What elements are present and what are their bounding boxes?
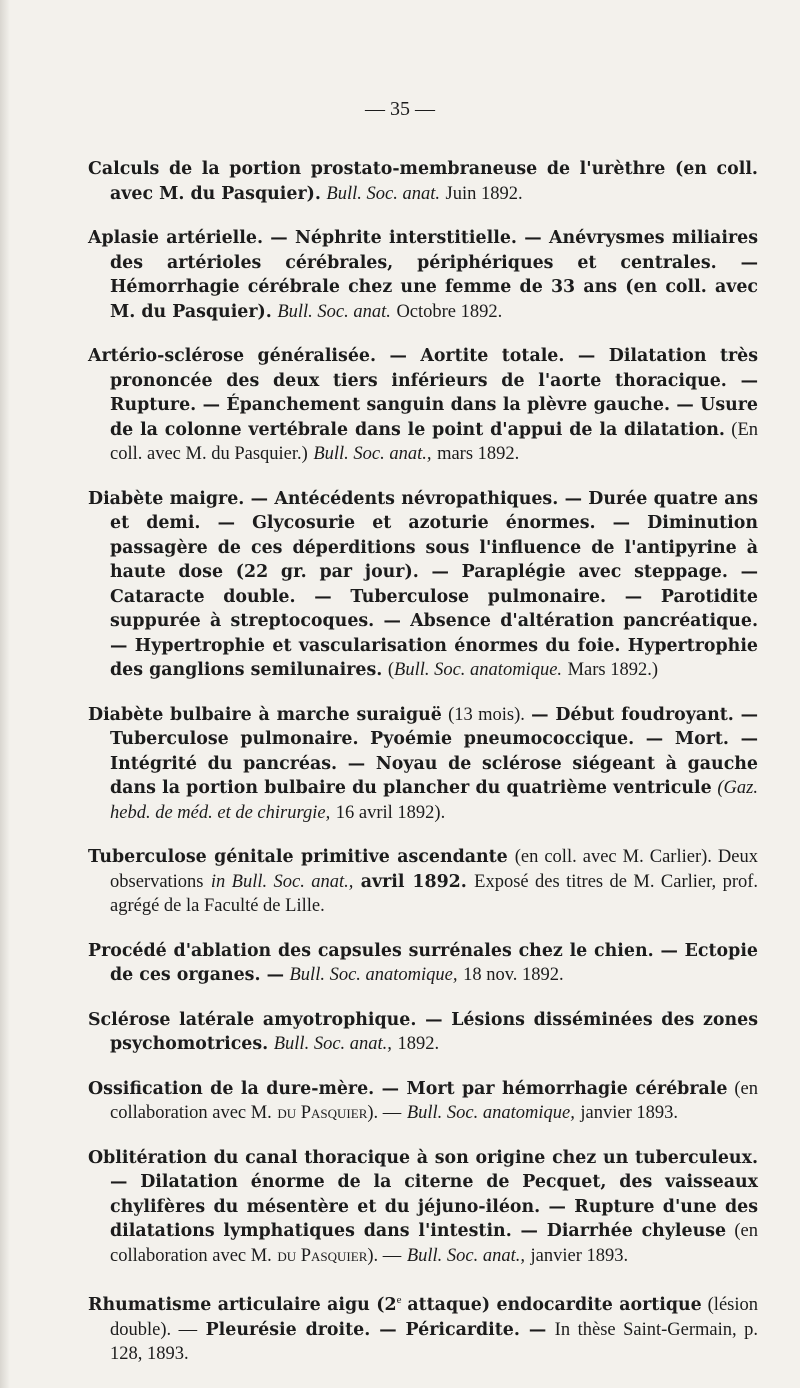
list-item: Rhumatisme articulaire aigu (2e attaque) endocardite aortique (lésion double). — Pleurésie droite. — Péricardite. — In thèse Saint-Germain, p. 128, 1893. (88, 1294, 759, 1365)
list-item: Diabète maigre. — Antécédents névropathiques. — Durée quatre ans et demi. — Glycosurie et azoturie énormes. — Diminution passagère de ces déperditions sous l'influence de l'antipyrine à haute dose (22 gr. par jour). — Paraplégie avec steppage. — Cataracte double. — Tuberculose pulmonaire. — Parotidite suppurée à streptocoques. — Absence d'altération pancréatique. — Hypertrophie et vascularisation énormes du foie. Hypertrophie des ganglions semilunaires. (Bull. Soc. anatomique. Mars 1892.) (88, 488, 758, 681)
list-item: Oblitération du canal thoracique à son origine chez un tuberculeux. — Dilatation énorme de la citerne de Pecquet, des vaisseaux chylifères du mésentère et du jéjuno-iléon. — Rupture d'une des dilatations lymphatiques dans l'intestin. — Diarrhée chyleuse (en collaboration avec M. du Pasquier). — Bull. Soc. anat., janvier 1893. (88, 1147, 758, 1266)
list-item: Aplasie artérielle. — Néphrite interstitielle. — Anévrysmes miliaires des artérioles cérébrales, périphériques et centrales. — Hémorrhagie cérébrale chez une femme de 33 ans (en coll. avec M. du Pasquier). Bull. Soc. anat. Octobre 1892. (88, 228, 758, 322)
page-edge-shadow (0, 0, 10, 1388)
list-item: Procédé d'ablation des capsules surrénales chez le chien. — Ectopie de ces organes. — Bull. Soc. anatomique, 18 nov. 1892. (88, 940, 758, 986)
list-item: Calculs de la portion prostato-membraneuse de l'urèthre (en coll. avec M. du Pasquier). Bull. Soc. anat. Juin 1892. (88, 159, 758, 204)
publication-list (88, 140, 758, 1387)
list-item: Artério-sclérose généralisée. — Aortite totale. — Dilatation très prononcée des deux tiers inférieurs de l'aorte thoracique. — Rupture. — Épanchement sanguin dans la plèvre gauche. — Usure de la colonne vertébrale dans le point d'appui de la dilatation. (En coll. avec M. du Pasquier.) Bull. Soc. anat., mars 1892. (88, 346, 758, 465)
list-item: Sclérose latérale amyotrophique. — Lésions disséminées des zones psychomotrices. Bull. Soc. anat., 1892. (88, 1009, 758, 1055)
page-number: — 35 — (365, 98, 435, 120)
list-item: Ossification de la dure-mère. — Mort par hémorrhagie cérébrale (en collaboration avec M. du Pasquier). — Bull. Soc. anatomique, janvier 1893. (88, 1078, 758, 1124)
list-item: Tuberculose génitale primitive ascendante (en coll. avec M. Carlier). Deux observations in Bull. Soc. anat., avril 1892. Exposé des titres de M. Carlier, prof. agrégé de la Faculté de Lille. (88, 847, 759, 917)
list-item: Diabète bulbaire à marche suraiguë (13 mois). — Début foudroyant. — Tuberculose pulmonaire. Pyoémie pneumococcique. — Mort. — Intégrité du pancréas. — Noyau de sclérose siégeant à gauche dans la portion bulbaire du plancher du quatrième ventricule (Gaz. hebd. de méd. et de chirurgie, 16 avril 1892). (88, 704, 759, 823)
